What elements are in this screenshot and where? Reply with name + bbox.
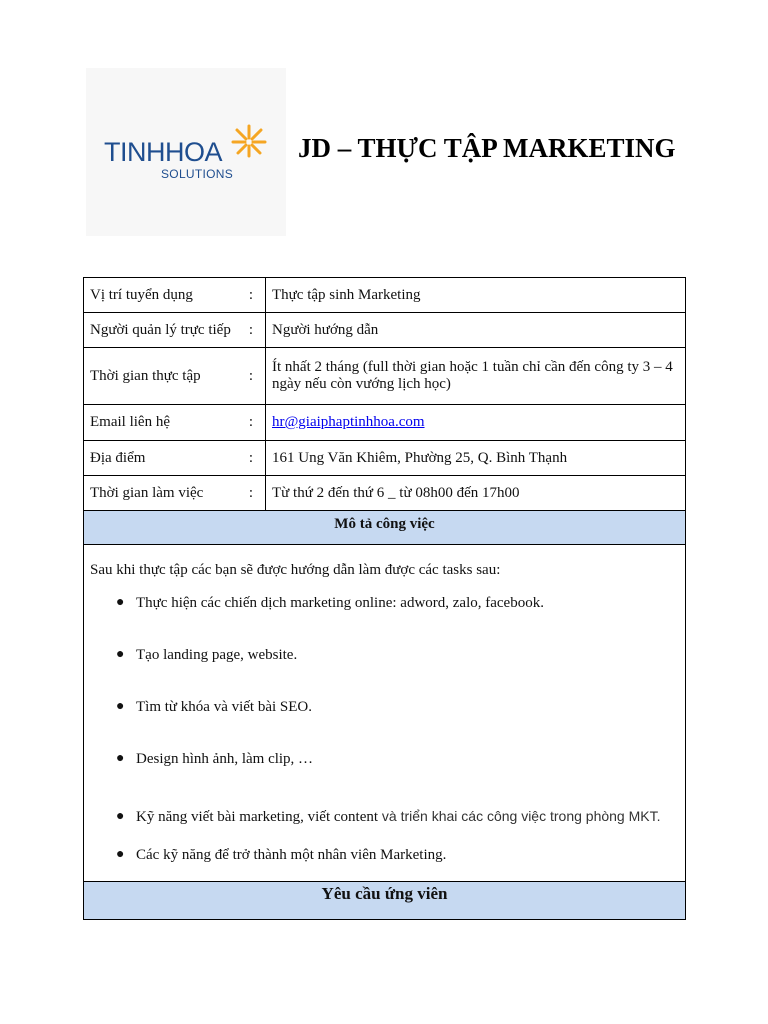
- task-text: Tìm từ khóa và viết bài SEO.: [136, 698, 313, 715]
- document-title: JD – THỰC TẬP MARKETING: [298, 133, 676, 163]
- info-colon: :: [248, 286, 253, 303]
- task-text: Kỹ năng viết bài marketing, viết content: [136, 808, 379, 825]
- email-link[interactable]: hr@giaiphaptinhhoa.com: [272, 414, 425, 430]
- list-item: [90, 697, 679, 717]
- info-row-duration: [84, 348, 686, 405]
- info-row-email: [84, 405, 686, 441]
- info-label-cell: [84, 348, 266, 405]
- company-logo: [86, 68, 286, 236]
- info-row-position: [84, 278, 686, 313]
- info-label: Người quản lý trực tiếp: [90, 321, 231, 338]
- info-label-cell: [84, 278, 266, 313]
- logo-wordmark: TINHHOA: [104, 137, 222, 167]
- job-description-cell: [84, 545, 686, 882]
- info-value: Ít nhất 2 tháng (full thời gian hoặc 1 tuần chỉ cần đến công ty 3 – 4 ngày nếu còn vướng lịch học): [266, 348, 686, 405]
- info-label-cell: [84, 313, 266, 348]
- info-label: Địa điểm: [90, 449, 146, 466]
- job-info-table: [83, 277, 686, 920]
- section-row-requirements: [84, 882, 686, 920]
- list-item: [90, 645, 679, 665]
- info-label: Thời gian thực tập: [90, 367, 201, 384]
- list-item: [90, 593, 679, 613]
- bullet-icon: ●: [116, 594, 125, 610]
- info-row-manager: [84, 313, 686, 348]
- info-colon: :: [248, 414, 253, 430]
- info-label: Vị trí tuyển dụng: [90, 286, 193, 303]
- info-value-cell: [266, 405, 686, 441]
- info-colon: :: [248, 484, 253, 501]
- task-text-continued: và triển khai các công việc trong phòng MKT.: [378, 807, 661, 824]
- logo-subtitle: SOLUTIONS: [161, 167, 234, 181]
- info-colon: :: [248, 367, 253, 384]
- section-heading-requirements: Yêu cầu ứng viên: [84, 882, 686, 920]
- bullet-icon: ●: [116, 698, 125, 714]
- info-colon: :: [248, 449, 253, 466]
- info-colon: :: [248, 321, 253, 338]
- bullet-icon: ●: [116, 808, 125, 824]
- task-text: Thực hiện các chiến dịch marketing online: adword, zalo, facebook.: [136, 594, 544, 611]
- info-value: Từ thứ 2 đến thứ 6 _ từ 08h00 đến 17h00: [266, 476, 686, 511]
- task-text: Các kỹ năng để trở thành một nhân viên Marketing.: [136, 846, 447, 863]
- list-item: [90, 749, 679, 769]
- info-label: Email liên hệ: [90, 414, 170, 430]
- list-item: [90, 801, 679, 833]
- info-label-cell: [84, 476, 266, 511]
- bullet-icon: ●: [116, 646, 125, 662]
- task-text: Tạo landing page, website.: [136, 646, 298, 663]
- section-row-job-description: [84, 511, 686, 545]
- info-value: Thực tập sinh Marketing: [266, 278, 686, 313]
- sunburst-icon: [229, 122, 269, 162]
- info-label-cell: [84, 405, 266, 441]
- list-item: [90, 845, 679, 865]
- section-heading-job-description: Mô tả công việc: [84, 511, 686, 545]
- info-row-hours: [84, 476, 686, 511]
- job-description-row: [84, 545, 686, 882]
- job-description-intro: Sau khi thực tập các bạn sẽ được hướng dẫn làm được các tasks sau:: [90, 561, 501, 578]
- bullet-icon: ●: [116, 846, 125, 862]
- info-label-cell: [84, 441, 266, 476]
- info-row-location: [84, 441, 686, 476]
- info-value: 161 Ung Văn Khiêm, Phường 25, Q. Bình Thạnh: [266, 441, 686, 476]
- task-text: Design hình ảnh, làm clip, …: [136, 750, 314, 767]
- info-value: Người hướng dẫn: [266, 313, 686, 348]
- task-list: [90, 593, 679, 865]
- bullet-icon: ●: [116, 750, 125, 766]
- info-label: Thời gian làm việc: [90, 484, 204, 501]
